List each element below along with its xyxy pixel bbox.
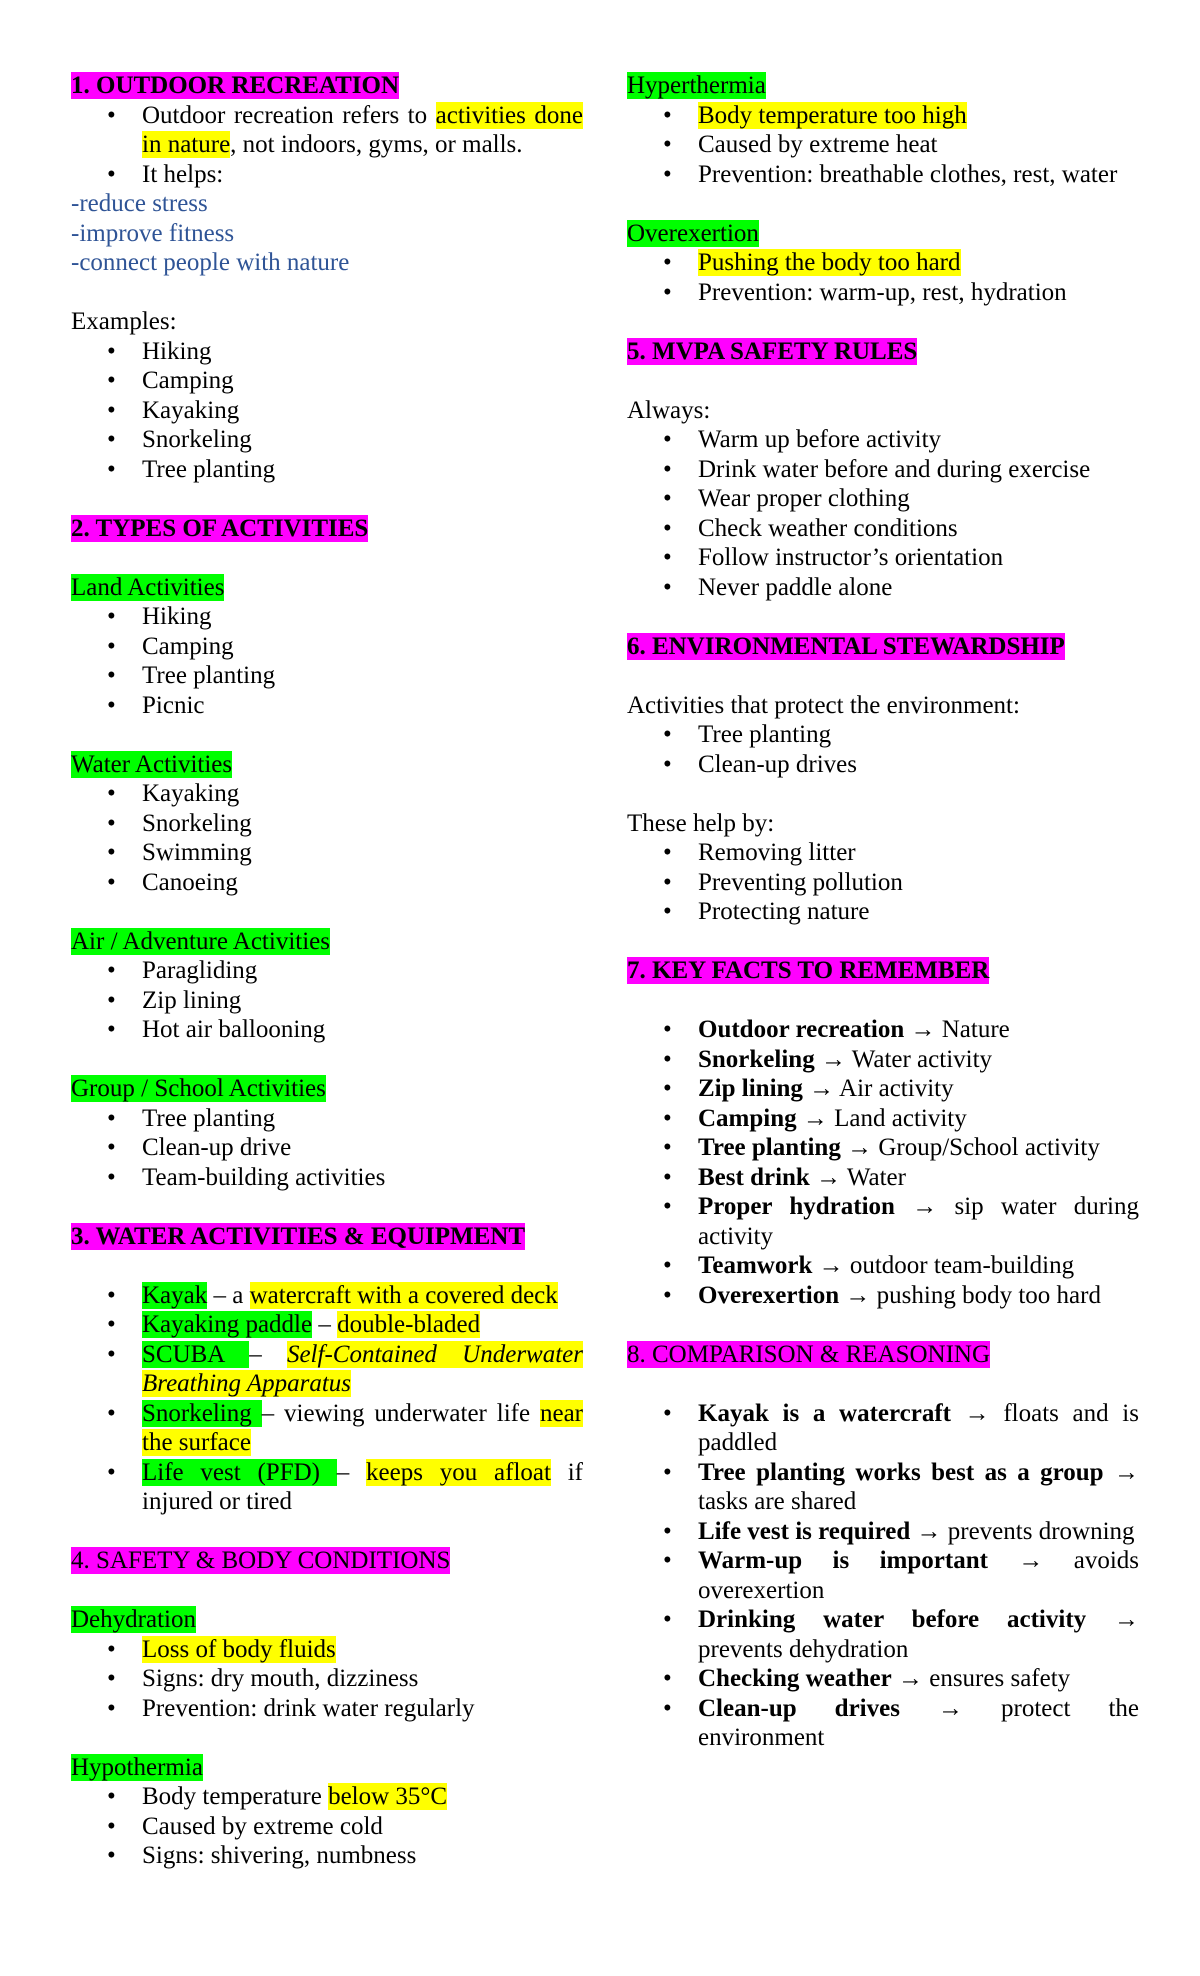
water-activities-label: Water Activities (71, 750, 233, 778)
list-item: • Kayak – a watercraft with a covered deck (71, 1281, 583, 1311)
list-item: • Hot air ballooning (71, 1015, 583, 1045)
list-item: • Checking weather → ensures safety (627, 1664, 1139, 1694)
list-item: • Kayaking paddle – double-bladed (71, 1310, 583, 1340)
list-item: • Prevention: warm-up, rest, hydration (627, 278, 1139, 308)
list-item: • Warm-up is important → avoids overexertion (627, 1546, 1139, 1605)
list-item: • Kayaking (71, 396, 583, 426)
list-item: • Signs: dry mouth, dizziness (71, 1664, 583, 1694)
these-help-label: These help by: (627, 809, 775, 837)
list-item: • Check weather conditions (627, 514, 1139, 544)
hyperthermia-label: Hyperthermia (627, 72, 766, 99)
list-item: • Prevention: drink water regularly (71, 1694, 583, 1724)
overexertion-list (627, 248, 1139, 307)
list-item: • Clean-up drives → protect the environment (627, 1694, 1139, 1753)
hyperthermia-list (627, 101, 1139, 190)
list-item: • Tree planting (71, 455, 583, 485)
dehydration-list (71, 1635, 583, 1724)
water-activities-list (71, 779, 583, 897)
list-item: • Teamwork → outdoor team-building (627, 1251, 1139, 1281)
help-line: -improve fitness (71, 219, 235, 247)
list-item: • Hiking (71, 602, 583, 632)
always-label: Always: (627, 396, 711, 424)
list-item: • Preventing pollution (627, 868, 1139, 898)
list-item: • Body temperature too high (627, 101, 1139, 131)
list-item: • Caused by extreme heat (627, 130, 1139, 160)
list-item: • Best drink → Water (627, 1163, 1139, 1193)
comparison-list (627, 1399, 1139, 1753)
section-5-heading: 5. MVPA SAFETY RULES (627, 337, 918, 365)
list-item: • Outdoor recreation refers to activities done in nature, not indoors, gyms, or malls. (71, 101, 583, 160)
help-line: -reduce stress (71, 190, 208, 217)
list-item: • Team-building activities (71, 1163, 583, 1193)
list-item: • Camping (71, 366, 583, 396)
hypothermia-label: Hypothermia (71, 1753, 203, 1781)
examples-list (71, 337, 583, 485)
group-activities-list (71, 1104, 583, 1193)
list-item: • It helps: (71, 160, 583, 190)
list-item: • Kayaking (71, 779, 583, 809)
list-item: • Overexertion → pushing body too hard (627, 1281, 1139, 1311)
section-2-heading: 2. TYPES OF ACTIVITIES (71, 514, 369, 542)
list-item: • Clean-up drives (627, 750, 1139, 780)
list-item: • Life vest is required → prevents drowning (627, 1517, 1139, 1547)
list-item: • Paragliding (71, 956, 583, 986)
list-item: • Outdoor recreation → Nature (627, 1015, 1139, 1045)
list-item: • Tree planting works best as a group → tasks are shared (627, 1458, 1139, 1517)
list-item: • Warm up before activity (627, 425, 1139, 455)
land-activities-label: Land Activities (71, 573, 225, 601)
list-item: • Tree planting (71, 1104, 583, 1134)
list-item: • Snorkeling → Water activity (627, 1045, 1139, 1075)
list-item: • Snorkeling – viewing underwater life near the surface (71, 1399, 583, 1458)
list-item: • Removing litter (627, 838, 1139, 868)
list-item: • Proper hydration → sip water during activity (627, 1192, 1139, 1251)
left-column (71, 71, 583, 1871)
list-item: • Drink water before and during exercise (627, 455, 1139, 485)
overexertion-label: Overexertion (627, 219, 759, 247)
air-activities-label: Air / Adventure Activities (71, 927, 330, 955)
list-item: • Signs: shivering, numbness (71, 1841, 583, 1871)
list-item: • Swimming (71, 838, 583, 868)
section-6-heading: 6. ENVIRONMENTAL STEWARDSHIP (627, 632, 1065, 660)
these-help-list (627, 838, 1139, 927)
air-activities-list (71, 956, 583, 1045)
list-item: • Protecting nature (627, 897, 1139, 927)
land-activities-list (71, 602, 583, 720)
list-item: • Tree planting (71, 661, 583, 691)
outdoor-recreation-list (71, 101, 583, 190)
list-item: • Body temperature below 35°C (71, 1782, 583, 1812)
list-item: • Hiking (71, 337, 583, 367)
group-activities-label: Group / School Activities (71, 1075, 326, 1102)
list-item: • Follow instructor’s orientation (627, 543, 1139, 573)
list-item: • Wear proper clothing (627, 484, 1139, 514)
list-item: • Camping → Land activity (627, 1104, 1139, 1134)
list-item: • Clean-up drive (71, 1133, 583, 1163)
list-item: • Tree planting (627, 720, 1139, 750)
list-item: • Zip lining → Air activity (627, 1074, 1139, 1104)
list-item: • Caused by extreme cold (71, 1812, 583, 1842)
stewardship-intro: Activities that protect the environment: (627, 691, 1020, 719)
equipment-list (71, 1281, 583, 1517)
help-line: -connect people with nature (71, 249, 350, 276)
list-item: • Kayak is a watercraft → floats and is paddled (627, 1399, 1139, 1458)
list-item: • Drinking water before activity → prevents dehydration (627, 1605, 1139, 1664)
list-item: • Zip lining (71, 986, 583, 1016)
list-item: • Prevention: breathable clothes, rest, water (627, 160, 1139, 190)
list-item: • Snorkeling (71, 809, 583, 839)
list-item: • Never paddle alone (627, 573, 1139, 603)
list-item: • SCUBA – Self-Contained Underwater Breathing Apparatus (71, 1340, 583, 1399)
section-3-heading: 3. WATER ACTIVITIES & EQUIPMENT (71, 1222, 526, 1250)
list-item: • Tree planting → Group/School activity (627, 1133, 1139, 1163)
key-facts-list (627, 1015, 1139, 1310)
section-1-heading: 1. OUTDOOR RECREATION (71, 72, 400, 99)
hypothermia-list (71, 1782, 583, 1871)
list-item: • Picnic (71, 691, 583, 721)
list-item: • Snorkeling (71, 425, 583, 455)
stewardship-activities-list (627, 720, 1139, 779)
examples-label: Examples: (71, 308, 177, 335)
right-column (627, 71, 1139, 1753)
list-item: • Loss of body fluids (71, 1635, 583, 1665)
section-7-heading: 7. KEY FACTS TO REMEMBER (627, 957, 990, 984)
list-item: • Pushing the body too hard (627, 248, 1139, 278)
dehydration-label: Dehydration (71, 1606, 196, 1633)
safety-rules-list (627, 425, 1139, 602)
list-item: • Camping (71, 632, 583, 662)
list-item: • Canoeing (71, 868, 583, 898)
section-8-heading: 8. COMPARISON & REASONING (627, 1340, 991, 1368)
list-item: • Life vest (PFD) – keeps you afloat if injured or tired (71, 1458, 583, 1517)
section-4-heading: 4. SAFETY & BODY CONDITIONS (71, 1547, 451, 1574)
